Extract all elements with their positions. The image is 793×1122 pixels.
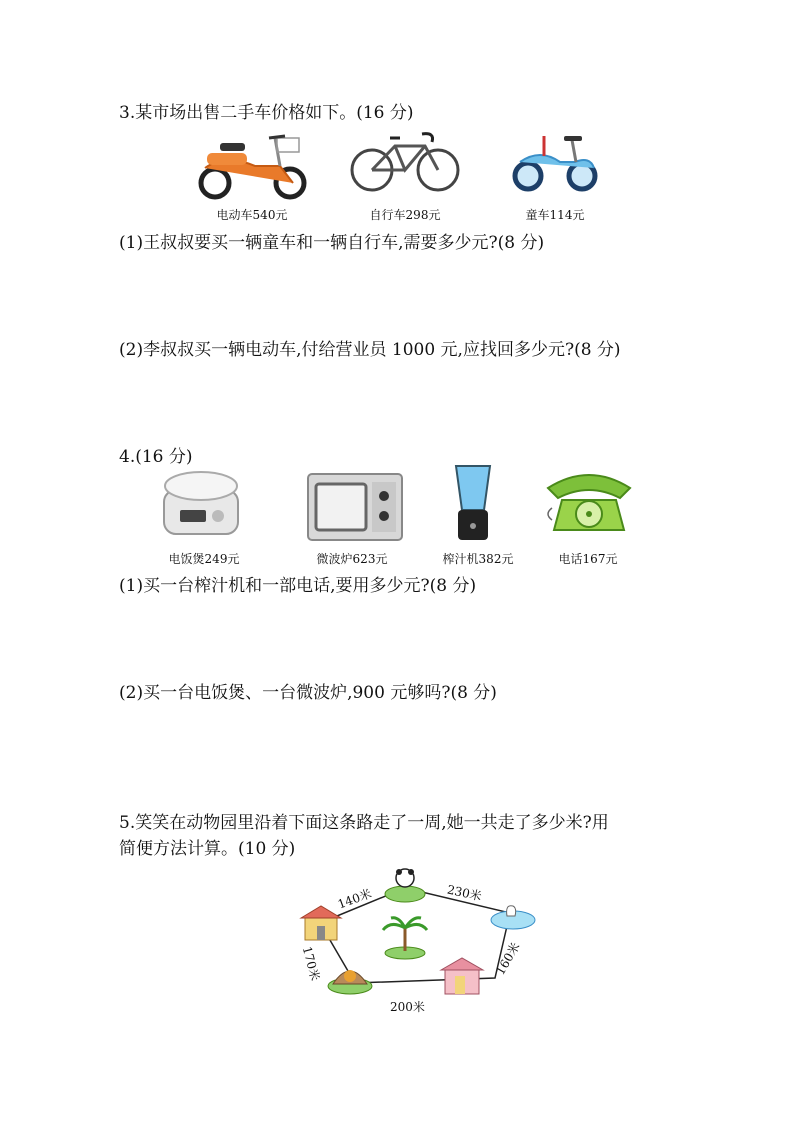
distance-bottom: 200米 xyxy=(390,1000,425,1014)
juicer-icon xyxy=(450,462,496,544)
panda-icon xyxy=(385,869,425,902)
caption-telephone: 电话167元 xyxy=(558,552,618,566)
bicycle-icon xyxy=(350,128,460,198)
caption-rice-cooker: 电饭煲249元 xyxy=(168,552,240,566)
lion-den-icon xyxy=(328,970,372,994)
rice-cooker-icon xyxy=(160,466,242,538)
question-5-line-1: 5.笑笑在动物园里沿着下面这条路走了一周,她一共走了多少米?用 xyxy=(119,813,609,833)
question-3-part-1: (1)王叔叔要买一辆童车和一辆自行车,需要多少元?(8 分) xyxy=(119,233,545,253)
caption-kids-bike: 童车114元 xyxy=(525,208,585,222)
swan-pond-icon xyxy=(491,906,535,929)
kids-bike-icon xyxy=(510,126,600,194)
microwave-icon xyxy=(306,472,404,544)
palm-tree-icon xyxy=(383,918,427,959)
caption-electric-scooter: 电动车540元 xyxy=(216,208,288,222)
distance-right: 160米 xyxy=(493,940,523,978)
distance-left: 170米 xyxy=(299,944,323,983)
electric-scooter-icon xyxy=(195,128,310,200)
question-3-title: 3.某市场出售二手车价格如下。(16 分) xyxy=(119,103,414,123)
distance-top-right: 230米 xyxy=(445,882,483,904)
caption-microwave: 微波炉623元 xyxy=(316,552,388,566)
distance-top-left: 140米 xyxy=(335,886,374,912)
caption-juicer: 榨汁机382元 xyxy=(442,552,514,566)
telephone-icon xyxy=(544,468,634,538)
question-5-line-2: 简便方法计算。(10 分) xyxy=(119,839,296,859)
giraffe-house-icon xyxy=(441,958,483,994)
house-icon xyxy=(301,906,341,940)
zoo-path-diagram xyxy=(295,858,545,1018)
question-4-part-1: (1)买一台榨汁机和一部电话,要用多少元?(8 分) xyxy=(119,576,477,596)
caption-bicycle: 自行车298元 xyxy=(369,208,441,222)
question-4-title: 4.(16 分) xyxy=(119,447,193,467)
question-4-part-2: (2)买一台电饭煲、一台微波炉,900 元够吗?(8 分) xyxy=(119,683,497,703)
question-3-part-2: (2)李叔叔买一辆电动车,付给营业员 1000 元,应找回多少元?(8 分) xyxy=(119,340,621,360)
